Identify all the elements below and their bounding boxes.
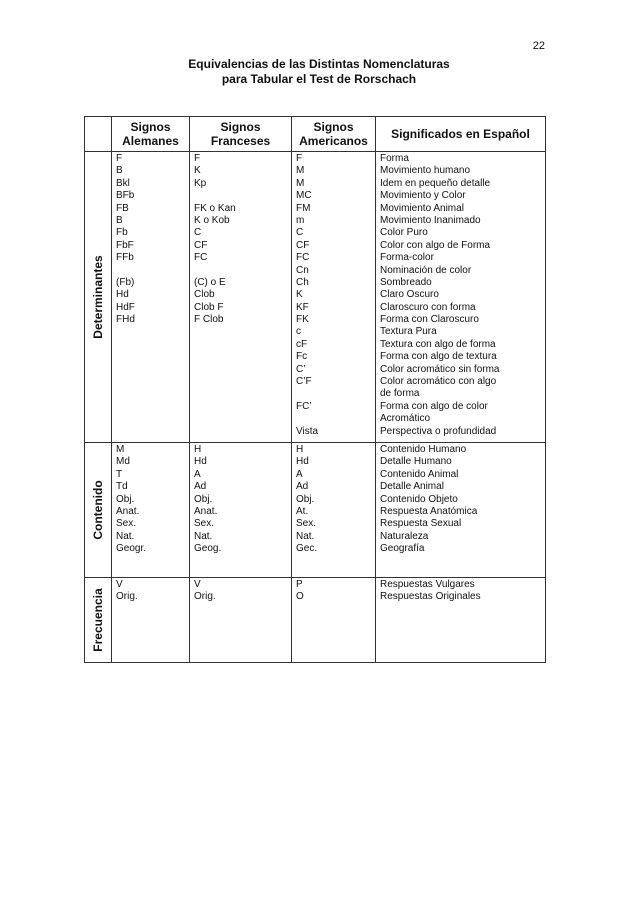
cell-entry: Claroscuro con forma (380, 301, 476, 313)
cell-entry: At. (296, 505, 309, 517)
cell-entry: H (194, 443, 202, 455)
cell-entry (116, 265, 185, 277)
cell-entry: Sombreado (380, 276, 432, 288)
cell-entry: FHd (116, 314, 135, 326)
cell-entry: O (296, 591, 304, 603)
cell-entry: Td (116, 481, 128, 493)
cell-entry: Respuesta Sexual (380, 518, 462, 530)
cell-entry: m (296, 214, 305, 226)
cell-entry: cF (296, 338, 308, 350)
cell-entry: Obj. (296, 493, 315, 505)
section-label: Contenido (91, 480, 105, 540)
cell-entry: Md (116, 456, 130, 468)
cell-entry (194, 190, 287, 202)
cell-entry: C (296, 227, 304, 239)
cell-entry: Obj. (116, 493, 135, 505)
header-alemanes: Signos Alemanes (112, 117, 190, 152)
cell-entry: H (296, 443, 304, 455)
cell-entry: Color acromático sin forma (380, 363, 500, 375)
title-line-2: para Tabular el Test de Rorschach (221, 72, 417, 86)
nomenclature-table (84, 116, 546, 663)
cell-entry: (C) o E (194, 276, 226, 288)
cell-entry: MC (296, 190, 312, 202)
cell-entry: Forma con algo de color (380, 400, 488, 412)
cell-entry: FC (194, 252, 208, 264)
cell-entry: FC (296, 252, 310, 264)
cell-entry: c (296, 326, 301, 338)
cell-entry: K o Kob (194, 214, 230, 226)
header-americanos: Signos Americanos (292, 117, 376, 152)
cell-entry: Forma (380, 153, 409, 164)
cell-entry: Movimiento Inanimado (380, 214, 481, 226)
cell-entry: Naturaleza (380, 530, 429, 542)
header-espanol: Significados en Español (376, 117, 546, 152)
cell-entry: K (194, 165, 201, 177)
cell-entry: Sex. (194, 518, 215, 530)
cell-entry: Claro Oscuro (380, 289, 439, 301)
cell-entry: FK o Kan (194, 202, 236, 214)
cell-entry: M (296, 165, 305, 177)
column-franceses (190, 442, 292, 577)
cell-entry: Bkl (116, 177, 130, 189)
cell-entry: Geografía (380, 543, 425, 555)
cell-entry: F (116, 153, 123, 164)
section-row-frecuencia (85, 577, 546, 662)
cell-entry: Ad (194, 481, 207, 493)
cell-entry: Detalle Animal (380, 481, 444, 493)
column-americanos (292, 577, 376, 662)
cell-entry: Clob F (194, 301, 224, 313)
section-label: Determinantes (91, 255, 105, 339)
cell-entry: Forma con algo de textura (380, 351, 497, 363)
cell-entry: Contenido Humano (380, 443, 467, 455)
cell-entry: HdF (116, 301, 135, 313)
cell-entry: B (116, 165, 123, 177)
cell-entry: C’F (296, 376, 312, 388)
cell-entry: Fc (296, 351, 308, 363)
cell-entry: Ad (296, 481, 309, 493)
cell-entry: Kp (194, 177, 207, 189)
cell-entry: Anat. (116, 505, 140, 517)
cell-entry: Acromático (380, 413, 431, 425)
cell-entry: (Fb) (116, 276, 135, 288)
cell-entry: FbF (116, 239, 134, 251)
cell-entry: Contenido Objeto (380, 493, 458, 505)
cell-entry: F Clob (194, 314, 224, 326)
section-row-contenido (85, 442, 546, 577)
page-number: 22 (532, 40, 545, 52)
cell-entry: Clob (194, 289, 215, 301)
cell-entry: Hd (194, 456, 207, 468)
cell-entry: Textura con algo de forma (380, 338, 496, 350)
cell-entry: T (116, 468, 123, 480)
cell-entry: FB (116, 202, 129, 214)
cell-entry: Gec. (296, 543, 318, 555)
column-americanos (292, 442, 376, 577)
cell-entry: Geogr. (116, 543, 147, 555)
cell-entry (194, 265, 287, 277)
cell-entry: Forma con Claroscuro (380, 314, 479, 326)
cell-entry: Textura Pura (380, 326, 437, 338)
section-label-cell (85, 152, 112, 443)
column-alemanes (112, 152, 190, 443)
cell-entry: Respuestas Originales (380, 591, 481, 603)
cell-entry: P (296, 578, 303, 590)
title-line-1: Equivalencias de las Distintas Nomenclaturas (188, 57, 450, 71)
cell-entry: Geog. (194, 543, 222, 555)
header-row (85, 117, 546, 152)
cell-entry: Vista (296, 425, 319, 437)
cell-entry: Color con algo de Forma (380, 239, 491, 251)
cell-entry: CF (296, 239, 310, 251)
cell-entry: Hd (296, 456, 309, 468)
section-label-cell (85, 577, 112, 662)
cell-entry: V (194, 578, 201, 590)
cell-entry: FM (296, 202, 311, 214)
cell-entry: Movimiento Animal (380, 202, 464, 214)
cell-entry: Contenido Animal (380, 468, 459, 480)
section-label: Frecuencia (91, 588, 105, 652)
cell-entry: BFb (116, 190, 135, 202)
cell-entry: Hd (116, 289, 129, 301)
cell-entry: F (194, 153, 201, 164)
column-espanol (376, 152, 546, 443)
cell-entry: Ch (296, 276, 309, 288)
cell-entry: F (296, 153, 303, 164)
cell-entry: CF (194, 239, 208, 251)
column-espanol (376, 577, 546, 662)
cell-entry: K (296, 289, 303, 301)
column-americanos (292, 152, 376, 443)
cell-entry: Color acromático con algo (380, 376, 497, 388)
cell-entry: Orig. (116, 591, 138, 603)
cell-entry: C’ (296, 363, 306, 375)
header-empty-cell (85, 117, 112, 152)
header-franceses: Signos Franceses (190, 117, 292, 152)
cell-entry: Movimiento y Color (380, 190, 466, 202)
cell-entry: de forma (380, 388, 420, 400)
column-alemanes (112, 442, 190, 577)
document-title (0, 57, 638, 87)
cell-entry: Idem en pequeño detalle (380, 177, 491, 189)
cell-entry: Sex. (296, 518, 317, 530)
cell-entry: Sex. (116, 518, 137, 530)
cell-entry: Nominación de color (380, 264, 472, 276)
cell-entry (296, 413, 371, 425)
cell-entry: Nat. (194, 530, 213, 542)
cell-entry: Perspectiva o profundidad (380, 425, 497, 437)
cell-entry: A (296, 468, 303, 480)
cell-entry: FC’ (296, 400, 312, 412)
cell-entry: Respuestas Vulgares (380, 578, 475, 590)
column-franceses (190, 577, 292, 662)
cell-entry: Orig. (194, 591, 216, 603)
cell-entry: FK (296, 314, 309, 326)
cell-entry: A (194, 468, 201, 480)
cell-entry: FFb (116, 252, 134, 264)
cell-entry: Respuesta Anatómica (380, 505, 478, 517)
column-alemanes (112, 577, 190, 662)
cell-entry: Detalle Humano (380, 456, 452, 468)
section-row-determinantes (85, 152, 546, 443)
cell-entry: Cn (296, 264, 309, 276)
column-espanol (376, 442, 546, 577)
cell-entry: B (116, 214, 123, 226)
cell-entry: Obj. (194, 493, 213, 505)
cell-entry: KF (296, 301, 309, 313)
cell-entry: Forma-color (380, 252, 434, 264)
cell-entry: V (116, 578, 123, 590)
cell-entry: Nat. (296, 530, 315, 542)
cell-entry: M (116, 443, 125, 455)
cell-entry: Fb (116, 227, 128, 239)
cell-entry (296, 388, 371, 400)
cell-entry: Color Puro (380, 227, 428, 239)
section-label-cell (85, 442, 112, 577)
column-franceses (190, 152, 292, 443)
cell-entry: C (194, 227, 202, 239)
cell-entry: Nat. (116, 530, 135, 542)
cell-entry: Movimiento humano (380, 165, 471, 177)
cell-entry: Anat. (194, 505, 218, 517)
cell-entry: M (296, 177, 305, 189)
